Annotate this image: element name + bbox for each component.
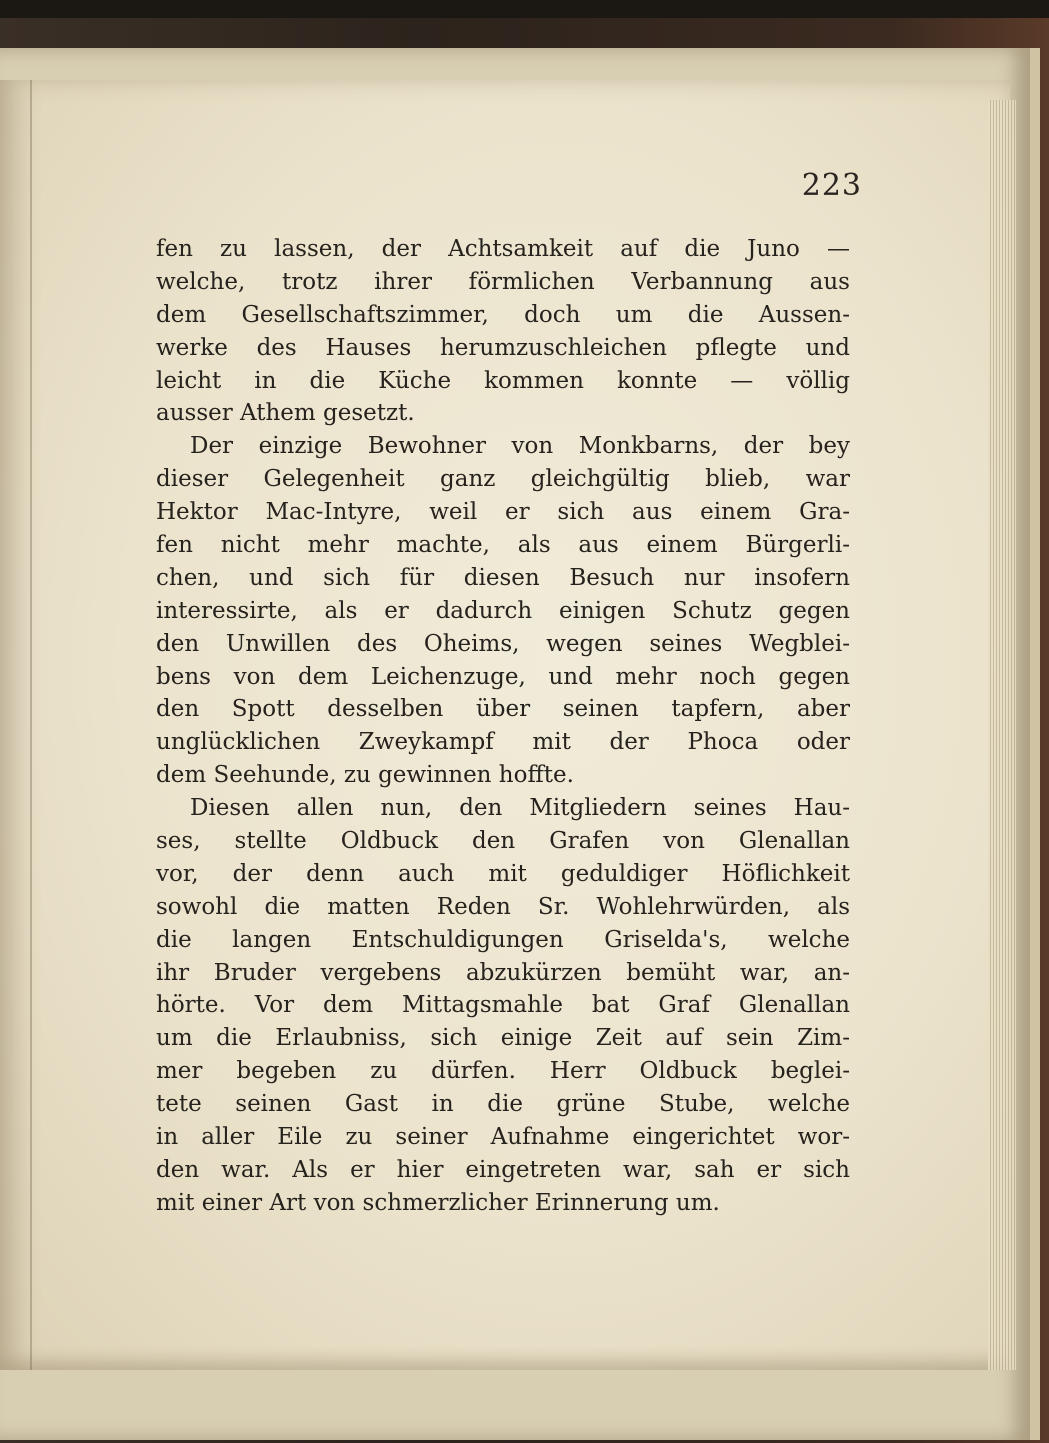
text-line: unglücklichen Zweykampf mit der Phoca oder <box>156 729 850 756</box>
text-line: sowohl die matten Reden Sr. Wohlehrwürden, als <box>156 893 850 920</box>
text-line: in aller Eile zu seiner Aufnahme eingerichtet wor- <box>156 1124 850 1151</box>
text-line: vor, der denn auch mit geduldiger Höflichkeit <box>156 860 850 887</box>
text-line: um die Erlaubniss, sich einige Zeit auf sein Zim- <box>156 1025 850 1052</box>
text-line: hörte. Vor dem Mittagsmahle bat Graf Glenallan <box>156 992 850 1019</box>
text-line: dem Gesellschaftszimmer, doch um die Aussen- <box>156 301 850 328</box>
page-number: 223 <box>801 168 862 203</box>
text-line: ausser Athem gesetzt. <box>156 400 415 427</box>
gutter-line <box>30 80 32 1370</box>
text-line: mer begeben zu dürfen. Herr Oldbuck beglei- <box>156 1058 850 1085</box>
text-line: leicht in die Küche kommen konnte — völlig <box>156 367 850 394</box>
text-line: dieser Gelegenheit ganz gleichgültig blieb, war <box>156 466 850 493</box>
text-line: den war. Als er hier eingetreten war, sah er sich <box>156 1156 850 1183</box>
text-line: bens von dem Leichenzuge, und mehr noch gegen <box>156 663 850 690</box>
text-line: Hektor Mac-Intyre, weil er sich aus einem Gra- <box>156 499 850 526</box>
text-line: Der einzige Bewohner von Monkbarns, der bey <box>190 433 850 460</box>
body-text <box>156 233 850 1220</box>
text-line: die langen Entschuldigungen Griselda's, welche <box>156 926 850 953</box>
text-line: werke des Hauses herumzuschleichen pflegte und <box>156 334 850 361</box>
text-line: tete seinen Gast in die grüne Stube, welche <box>156 1091 850 1118</box>
text-line: interessirte, als er dadurch einigen Schutz gegen <box>156 597 850 624</box>
text-line: welche, trotz ihrer förmlichen Verbannung aus <box>156 268 850 295</box>
text-line: fen zu lassen, der Achtsamkeit auf die Juno — <box>156 236 850 262</box>
text-line: ihr Bruder vergebens abzukürzen bemüht war, an- <box>156 959 850 986</box>
text-line: den Spott desselben über seinen tapfern, aber <box>156 696 850 723</box>
text-line: Diesen allen nun, den Mitgliedern seines Hau- <box>190 795 850 822</box>
text-line: den Unwillen des Oheims, wegen seines Wegblei- <box>156 630 850 657</box>
text-line: fen nicht mehr machte, als aus einem Bürgerli- <box>156 532 850 559</box>
text-line: ses, stellte Oldbuck den Grafen von Glenallan <box>156 828 850 855</box>
text-line: mit einer Art von schmerzlicher Erinnerung um. <box>156 1189 720 1216</box>
page-fore-edge <box>988 100 1016 1370</box>
text-line: dem Seehunde, zu gewinnen hoffte. <box>156 762 574 789</box>
text-line: chen, und sich für diesen Besuch nur insofern <box>156 564 850 591</box>
